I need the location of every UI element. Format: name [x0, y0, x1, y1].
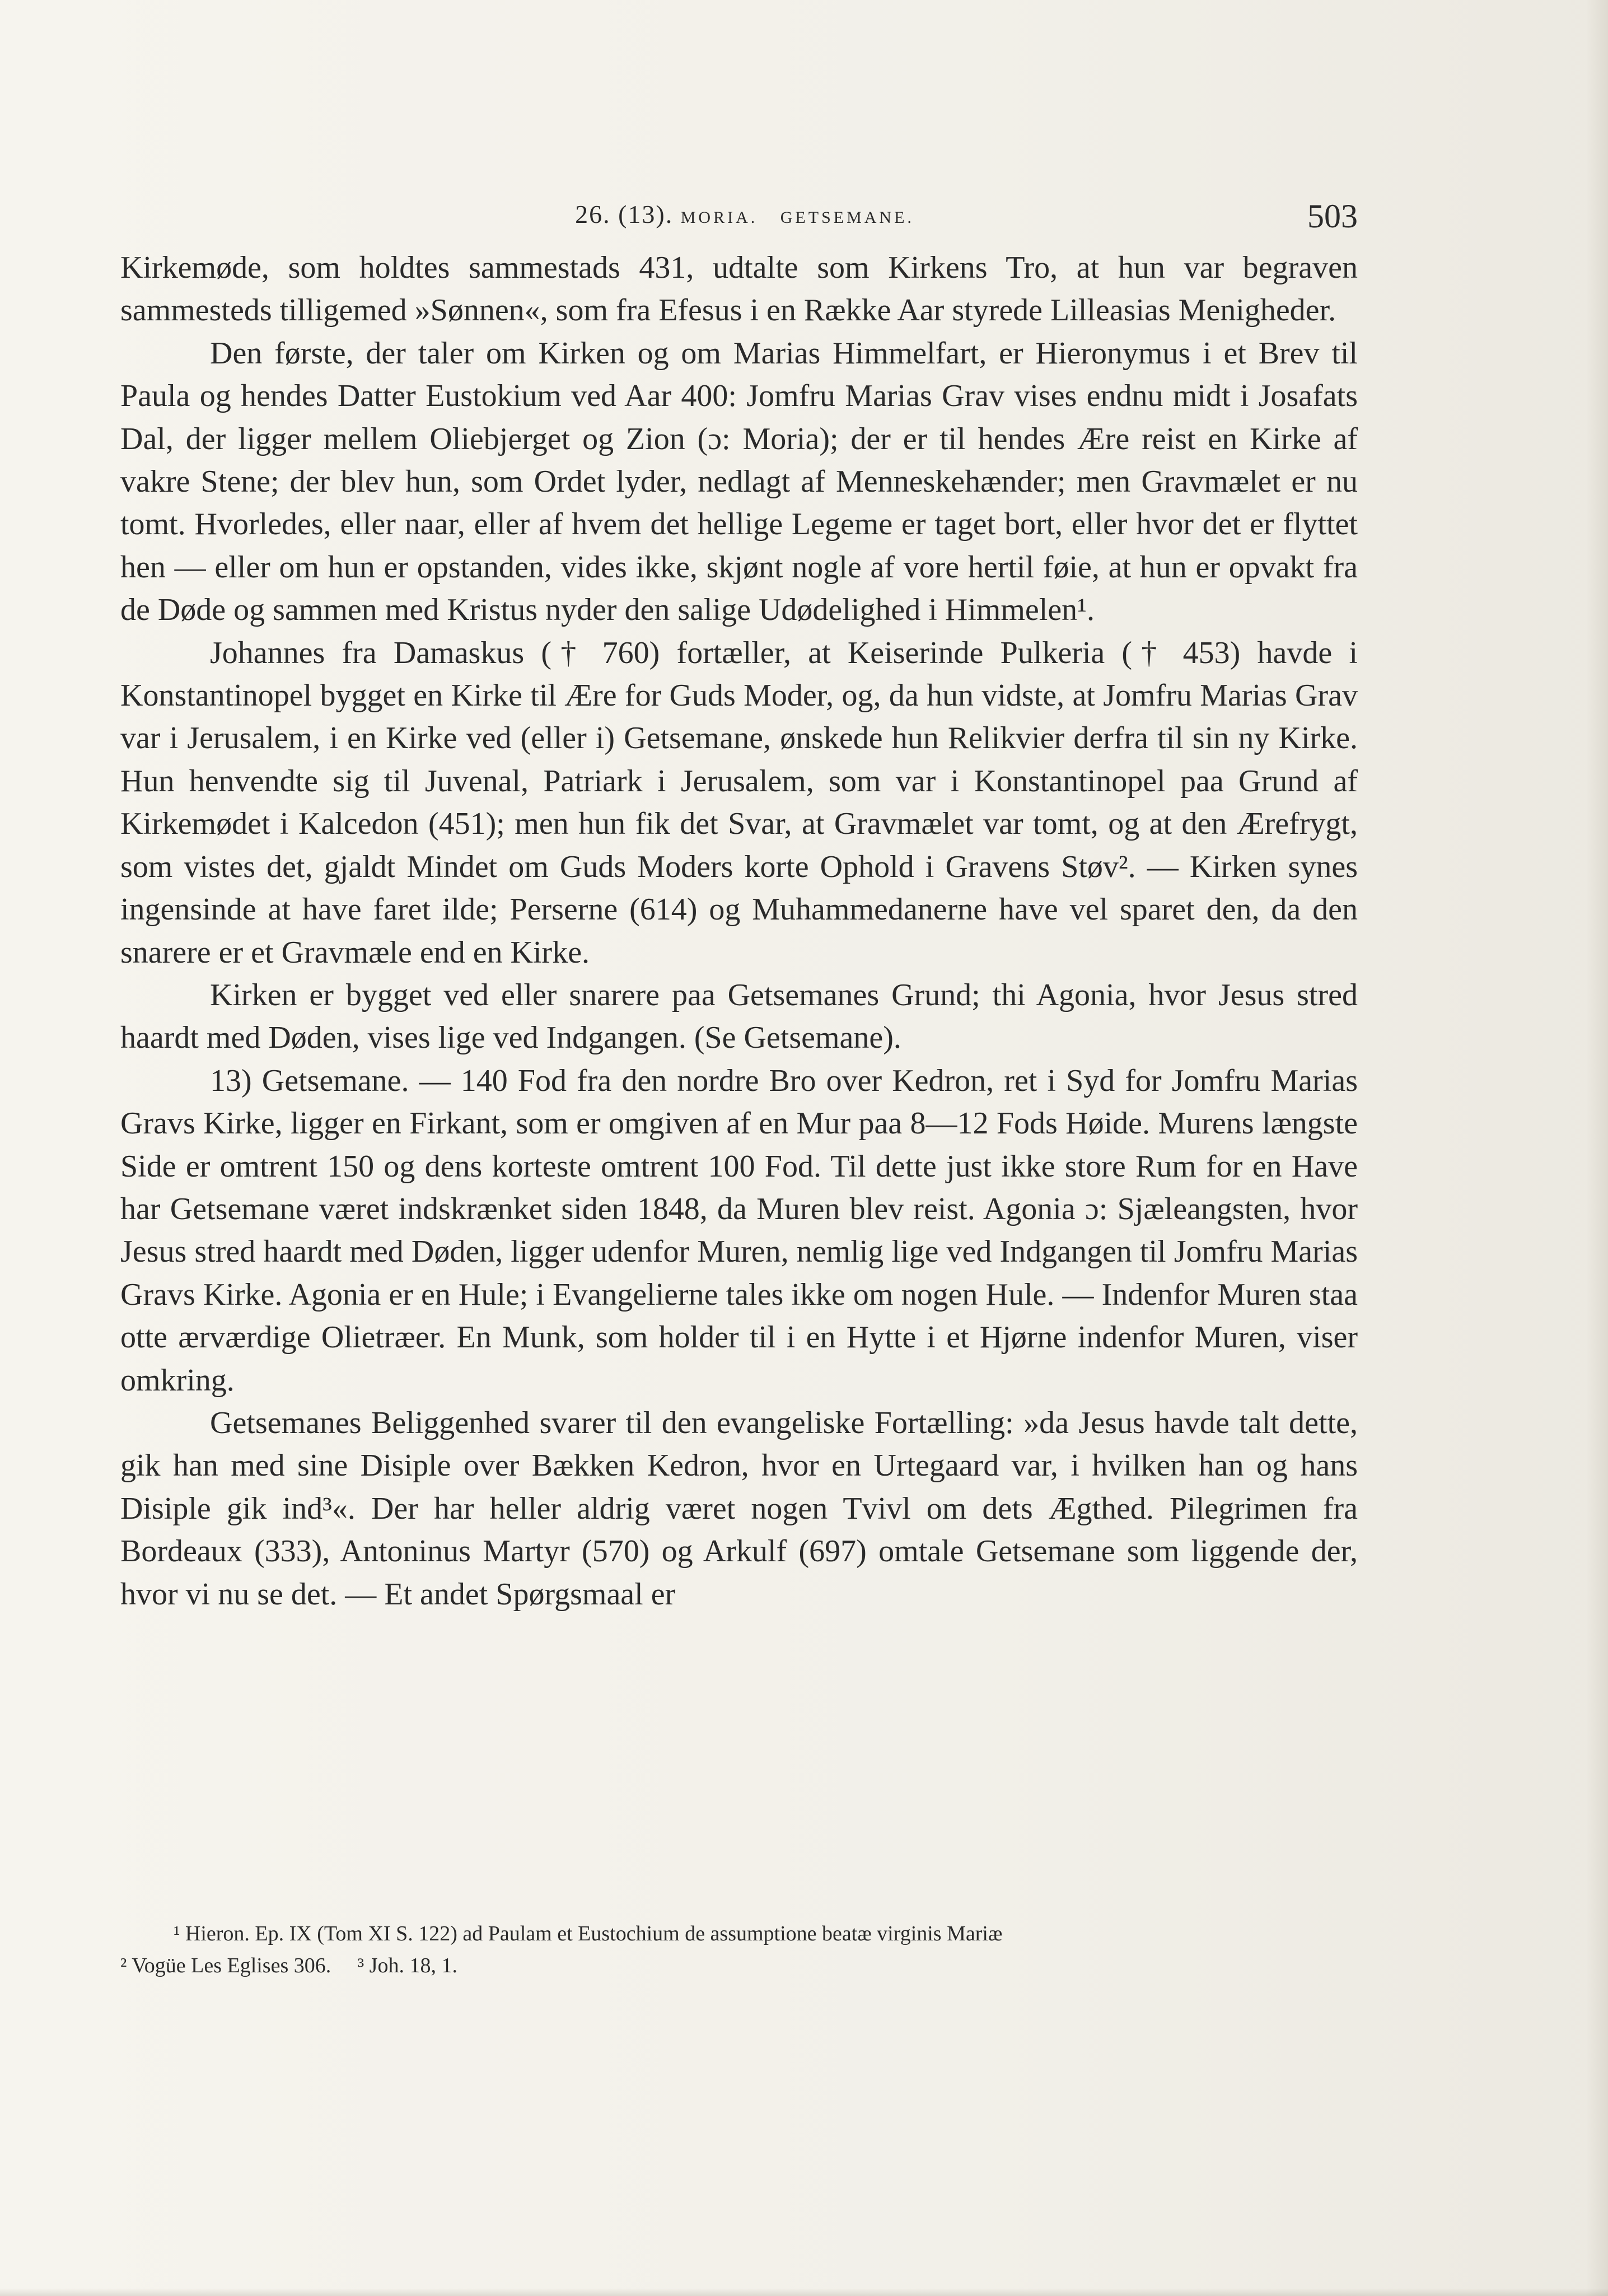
running-header: [120, 197, 1369, 236]
footnote-2: ² Vogüe Les Eglises 306.: [120, 1954, 331, 1977]
paragraph-2: Den første, der taler om Kirken og om Marias Himmelfart, er Hieronymus i et Brev til Paula og hendes Datter Eustokium ved Aar 400: Jomfru Marias Grav vises endnu midt i Josafats Dal, der ligger mellem Oliebjerget og Zion (ɔ: Moria); der er til hendes Ære reist en Kirke af vakre Stene; der blev hun, som Ordet lyder, nedlagt af Menneskehænder; men Gravmælet er nu tomt. Hvorledes, eller naar, eller af hvem det hellige Legeme er taget bort, eller hvor det er flyttet hen — eller om hun er opstanden, vides ikke, skjønt nogle af vore hertil føie, at hun er opvakt fra de Døde og sammen med Kristus nyder den salige Udødelighed i Himmelen¹.: [120, 335, 1358, 628]
page-number: 503: [1307, 198, 1358, 235]
paragraph-6: Getsemanes Beliggenhed svarer til den evangeliske Fortælling: »da Jesus havde talt dette, gik han med sine Disiple over Bækken Kedron, hvor en Urtegaard var, i hvilken han og hans Disiple gik ind³«. Der har heller aldrig været nogen Tvivl om dets Ægthed. Pilegrimen fra Bordeaux (333), Antoninus Martyr (570) og Arkulf (697) omtale Getsemane som liggende der, hvor vi nu se det. — Et andet Spørgsmaal er: [120, 1405, 1358, 1612]
footnotes: [120, 1918, 1358, 1982]
paragraph-5: 13) Getsemane. — 140 Fod fra den nordre Bro over Kedron, ret i Syd for Jomfru Marias Gravs Kirke, ligger en Firkant, som er omgiven af en Mur paa 8—12 Fods Høide. Murens længste Side er omtrent 150 og dens korteste omtrent 100 Fod. Til dette just ikke store Rum for en Have har Getsemane været indskrænket siden 1848, da Muren blev reist. Agonia ɔ: Sjæleangsten, hvor Jesus stred haardt med Døden, ligger udenfor Muren, nemlig lige ved Indgangen til Jomfru Marias Gravs Kirke. Agonia er en Hule; i Evangelierne tales ikke om nogen Hule. — Indenfor Muren staa otte ærværdige Olietræer. En Munk, som holder til i en Hytte i et Hjørne indenfor Muren, viser omkring.: [120, 1063, 1358, 1398]
body-text: [120, 246, 1358, 1616]
page-edge-shadow: [1586, 0, 1608, 2296]
paragraph-1: Kirkemøde, som holdtes sammestads 431, udtalte som Kirkens Tro, at hun var begraven sammesteds tilligemed »Sønnen«, som fra Efesus i en Række Aar styrede Lilleasias Menigheder.: [120, 250, 1358, 328]
paragraph-3: Johannes fra Damaskus († 760) fortæller, at Keiserinde Pulkeria († 453) havde i Konstantinopel bygget en Kirke til Ære for Guds Moder, og, da hun vidste, at Jomfru Marias Grav var i Jerusalem, i en Kirke ved (eller i) Getsemane, ønskede hun Relikvier derfra til sin ny Kirke. Hun henvendte sig til Juvenal, Patriark i Jerusalem, som var i Konstantinopel paa Grund af Kirkemødet i Kalcedon (451); men hun fik det Svar, at Gravmælet var tomt, og at den Ærefrygt, som vistes det, gjaldt Mindet om Guds Moders korte Ophold i Gravens Støv². — Kirken synes ingensinde at have faret ilde; Perserne (614) og Muhammedanerne have vel sparet den, da den snarere er et Gravmæle end en Kirke.: [120, 635, 1358, 970]
header-section: 26. (13).: [575, 200, 674, 228]
footnote-1: ¹ Hieron. Ep. IX (Tom XI S. 122) ad Paulam et Eustochium de assumptione beatæ virginis Mariæ: [174, 1922, 1003, 1945]
header-center: [120, 199, 1369, 229]
header-title-getsemane: GETSEMANE.: [780, 208, 914, 227]
paragraph-4: Kirken er bygget ved eller snarere paa Getsemanes Grund; thi Agonia, hvor Jesus stred haardt med Døden, vises lige ved Indgangen. (Se Getsemane).: [120, 977, 1358, 1056]
footnote-2-3: [120, 1950, 1358, 1982]
header-title-moria: MORIA.: [680, 208, 758, 227]
footnote-3: ³ Joh. 18, 1.: [357, 1954, 457, 1977]
page-bottom-shadow: [0, 2288, 1608, 2296]
